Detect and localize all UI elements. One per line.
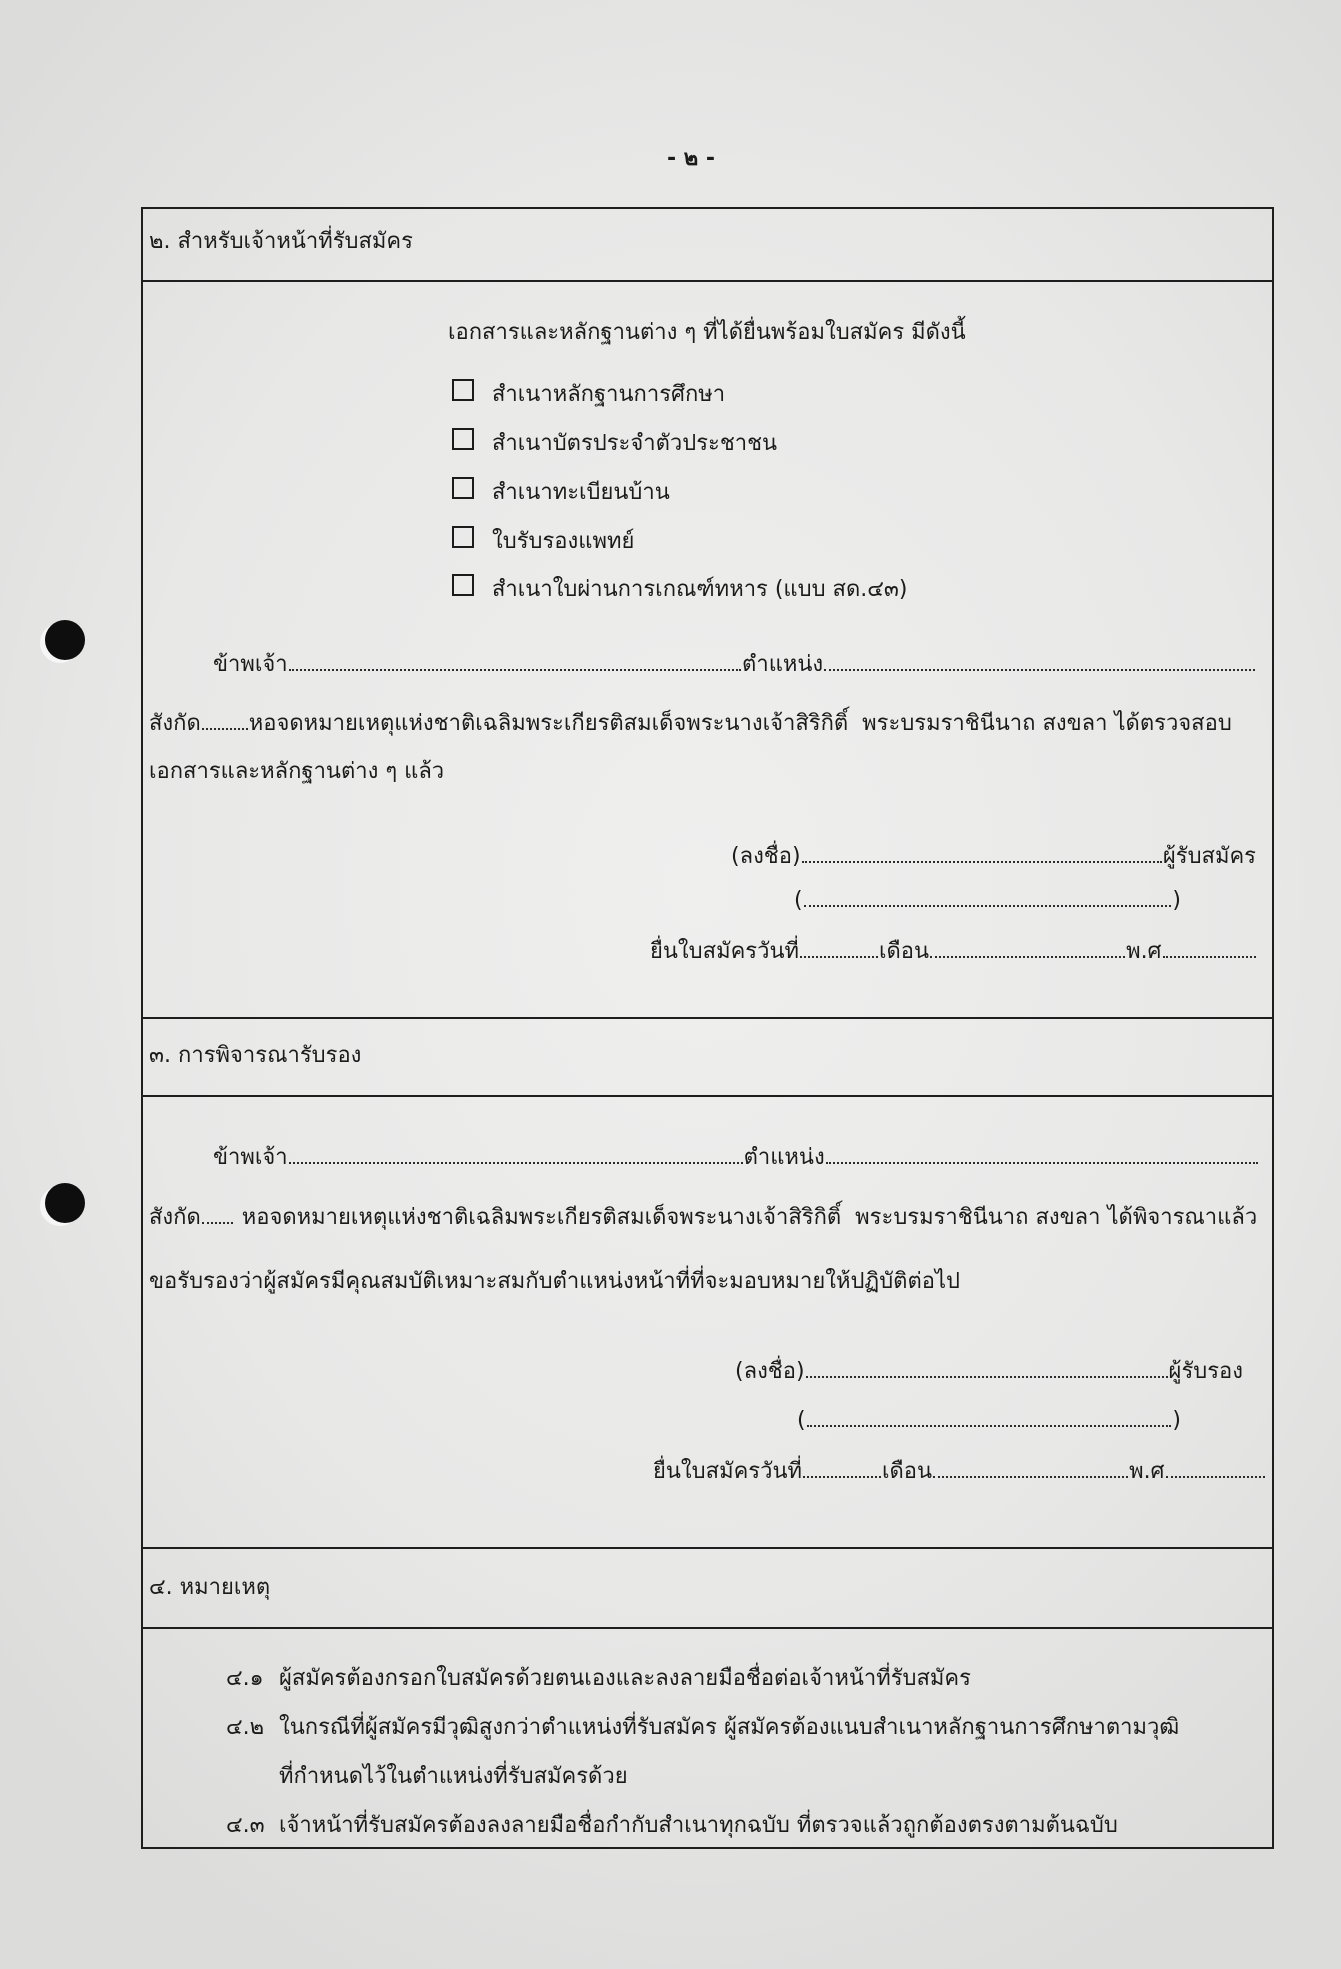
section-4-heading-line (149, 1573, 1149, 1603)
officer-name-field[interactable] (289, 1162, 743, 1164)
note-item (226, 1811, 1266, 1841)
submission-date-line (653, 1457, 1266, 1487)
day-field[interactable] (803, 1476, 881, 1478)
documents-intro: เอกสารและหลักฐานต่าง ๆ ที่ได้ยื่นพร้อมใบสมัคร มีดังนี้ (448, 320, 966, 345)
day-field[interactable] (800, 956, 878, 958)
checkbox[interactable] (452, 526, 474, 548)
year-label: พ.ศ (1129, 1459, 1165, 1484)
signature-label: (ลงชื่อ) (731, 844, 801, 869)
section-4-heading: ๔. หมายเหตุ (149, 1575, 271, 1600)
note-item (226, 1713, 1266, 1743)
documents-intro-line (448, 318, 1258, 348)
affiliation-text-cont: เอกสารและหลักฐานต่าง ๆ แล้ว (149, 759, 445, 784)
paren-open: ( (797, 1408, 806, 1433)
document-label: สำเนาทะเบียนบ้าน (492, 480, 670, 505)
paren-close: ) (1172, 1408, 1181, 1433)
year-label: พ.ศ (1126, 939, 1162, 964)
section-3-heading: ๓. การพิจารณารับรอง (149, 1043, 362, 1068)
printed-name-field[interactable] (804, 905, 1172, 907)
paren-close: ) (1172, 888, 1181, 913)
note-item-cont (279, 1762, 1266, 1792)
document-item[interactable] (452, 574, 1212, 604)
section-2-body (143, 280, 1272, 1017)
printed-name-field[interactable] (807, 1425, 1172, 1427)
month-field[interactable] (930, 956, 1125, 958)
section-3-body (143, 1095, 1272, 1547)
officer-label: ข้าพเจ้า (213, 1145, 288, 1170)
document-label: ใบรับรองแพทย์ (492, 529, 635, 554)
officer-line (213, 1143, 1259, 1173)
year-field[interactable] (1166, 1476, 1265, 1478)
section-2-heading: ๒. สำหรับเจ้าหน้าที่รับสมัคร (149, 229, 413, 254)
affiliation-line (149, 709, 1269, 739)
section-2-header (143, 209, 1272, 280)
checkbox[interactable] (452, 574, 474, 596)
month-label: เดือน (882, 1459, 933, 1484)
note-number: ๔.๒ (226, 1715, 265, 1740)
certification-line (149, 1267, 1269, 1297)
officer-line (213, 650, 1256, 680)
position-field[interactable] (826, 1162, 1258, 1164)
document-item[interactable] (452, 428, 1212, 458)
page-number: - ๒ - (666, 146, 716, 171)
section-2-heading-line (149, 227, 1149, 257)
printed-name-line (797, 1406, 1181, 1436)
year-field[interactable] (1163, 956, 1256, 958)
signature-label: (ลงชื่อ) (735, 1359, 805, 1384)
paren-open: ( (794, 888, 803, 913)
document-label: สำเนาใบผ่านการเกณฑ์ทหาร (แบบ สด.๔๓) (492, 577, 908, 602)
signature-field[interactable] (802, 861, 1162, 863)
section-4-header (143, 1547, 1272, 1627)
signature-line (735, 1357, 1243, 1387)
note-text: ในกรณีที่ผู้สมัครมีวุฒิสูงกว่าตำแหน่งที่รับสมัคร ผู้สมัครต้องแนบสำเนาหลักฐานการศึกษาตามวุฒิ (279, 1715, 1180, 1740)
signature-field[interactable] (806, 1376, 1168, 1378)
document-label: สำเนาบัตรประจำตัวประชาชน (492, 431, 778, 456)
affiliation-label: สังกัด (149, 1205, 201, 1230)
affiliation-field[interactable] (202, 1222, 233, 1224)
affiliation-text: หอจดหมายเหตุแห่งชาติเฉลิมพระเกียรติสมเด็จพระนางเจ้าสิริกิติ์ พระบรมราชินีนาถ สงขลา ได้พิจารณาแล้ว (241, 1205, 1258, 1230)
document-item[interactable] (452, 379, 1212, 409)
position-label: ตำแหน่ง (743, 1145, 825, 1170)
certification-text: ขอรับรองว่าผู้สมัครมีคุณสมบัติเหมาะสมกับตำแหน่งหน้าที่ที่จะมอบหมายให้ปฏิบัติต่อไป (149, 1269, 960, 1294)
section-4-body (143, 1627, 1272, 1847)
date-label: ยื่นใบสมัครวันที่ (650, 939, 799, 964)
position-label: ตำแหน่ง (742, 652, 824, 677)
signature-role: ผู้รับรอง (1168, 1359, 1243, 1384)
note-number: ๔.๓ (226, 1813, 265, 1838)
position-field[interactable] (824, 669, 1255, 671)
date-label: ยื่นใบสมัครวันที่ (653, 1459, 802, 1484)
note-text: ผู้สมัครต้องกรอกใบสมัครด้วยตนเองและลงลายมือชื่อต่อเจ้าหน้าที่รับสมัคร (279, 1666, 971, 1691)
month-label: เดือน (879, 939, 930, 964)
affiliation-line-cont (149, 757, 1149, 787)
officer-label: ข้าพเจ้า (213, 652, 288, 677)
affiliation-text: หอจดหมายเหตุแห่งชาติเฉลิมพระเกียรติสมเด็จพระนางเจ้าสิริกิติ์ พระบรมราชินีนาถ สงขลา ได้ตรวจสอบ (248, 711, 1232, 736)
document-item[interactable] (452, 477, 1212, 507)
signature-line (731, 842, 1256, 872)
checkbox[interactable] (452, 379, 474, 401)
section-3-header (143, 1017, 1272, 1095)
affiliation-field[interactable] (202, 728, 248, 730)
submission-date-line (650, 937, 1257, 967)
document-label: สำเนาหลักฐานการศึกษา (492, 382, 726, 407)
signature-role: ผู้รับสมัคร (1162, 844, 1256, 869)
affiliation-label: สังกัด (149, 711, 201, 736)
form-table (141, 207, 1274, 1849)
note-number: ๔.๑ (226, 1666, 264, 1691)
checkbox[interactable] (452, 477, 474, 499)
printed-name-line (794, 886, 1181, 916)
affiliation-line (149, 1203, 1269, 1233)
document-item[interactable] (452, 526, 1212, 556)
note-item (226, 1664, 1266, 1694)
note-text-cont: ที่กำหนดไว้ในตำแหน่งที่รับสมัครด้วย (279, 1764, 628, 1789)
note-text: เจ้าหน้าที่รับสมัครต้องลงลายมือชื่อกำกับสำเนาทุกฉบับ ที่ตรวจแล้วถูกต้องตรงตามต้นฉบับ (279, 1813, 1118, 1838)
punch-hole (45, 1183, 85, 1223)
checkbox[interactable] (452, 428, 474, 450)
punch-hole (45, 620, 85, 660)
officer-name-field[interactable] (289, 669, 741, 671)
month-field[interactable] (933, 1476, 1128, 1478)
section-3-heading-line (149, 1041, 1149, 1071)
